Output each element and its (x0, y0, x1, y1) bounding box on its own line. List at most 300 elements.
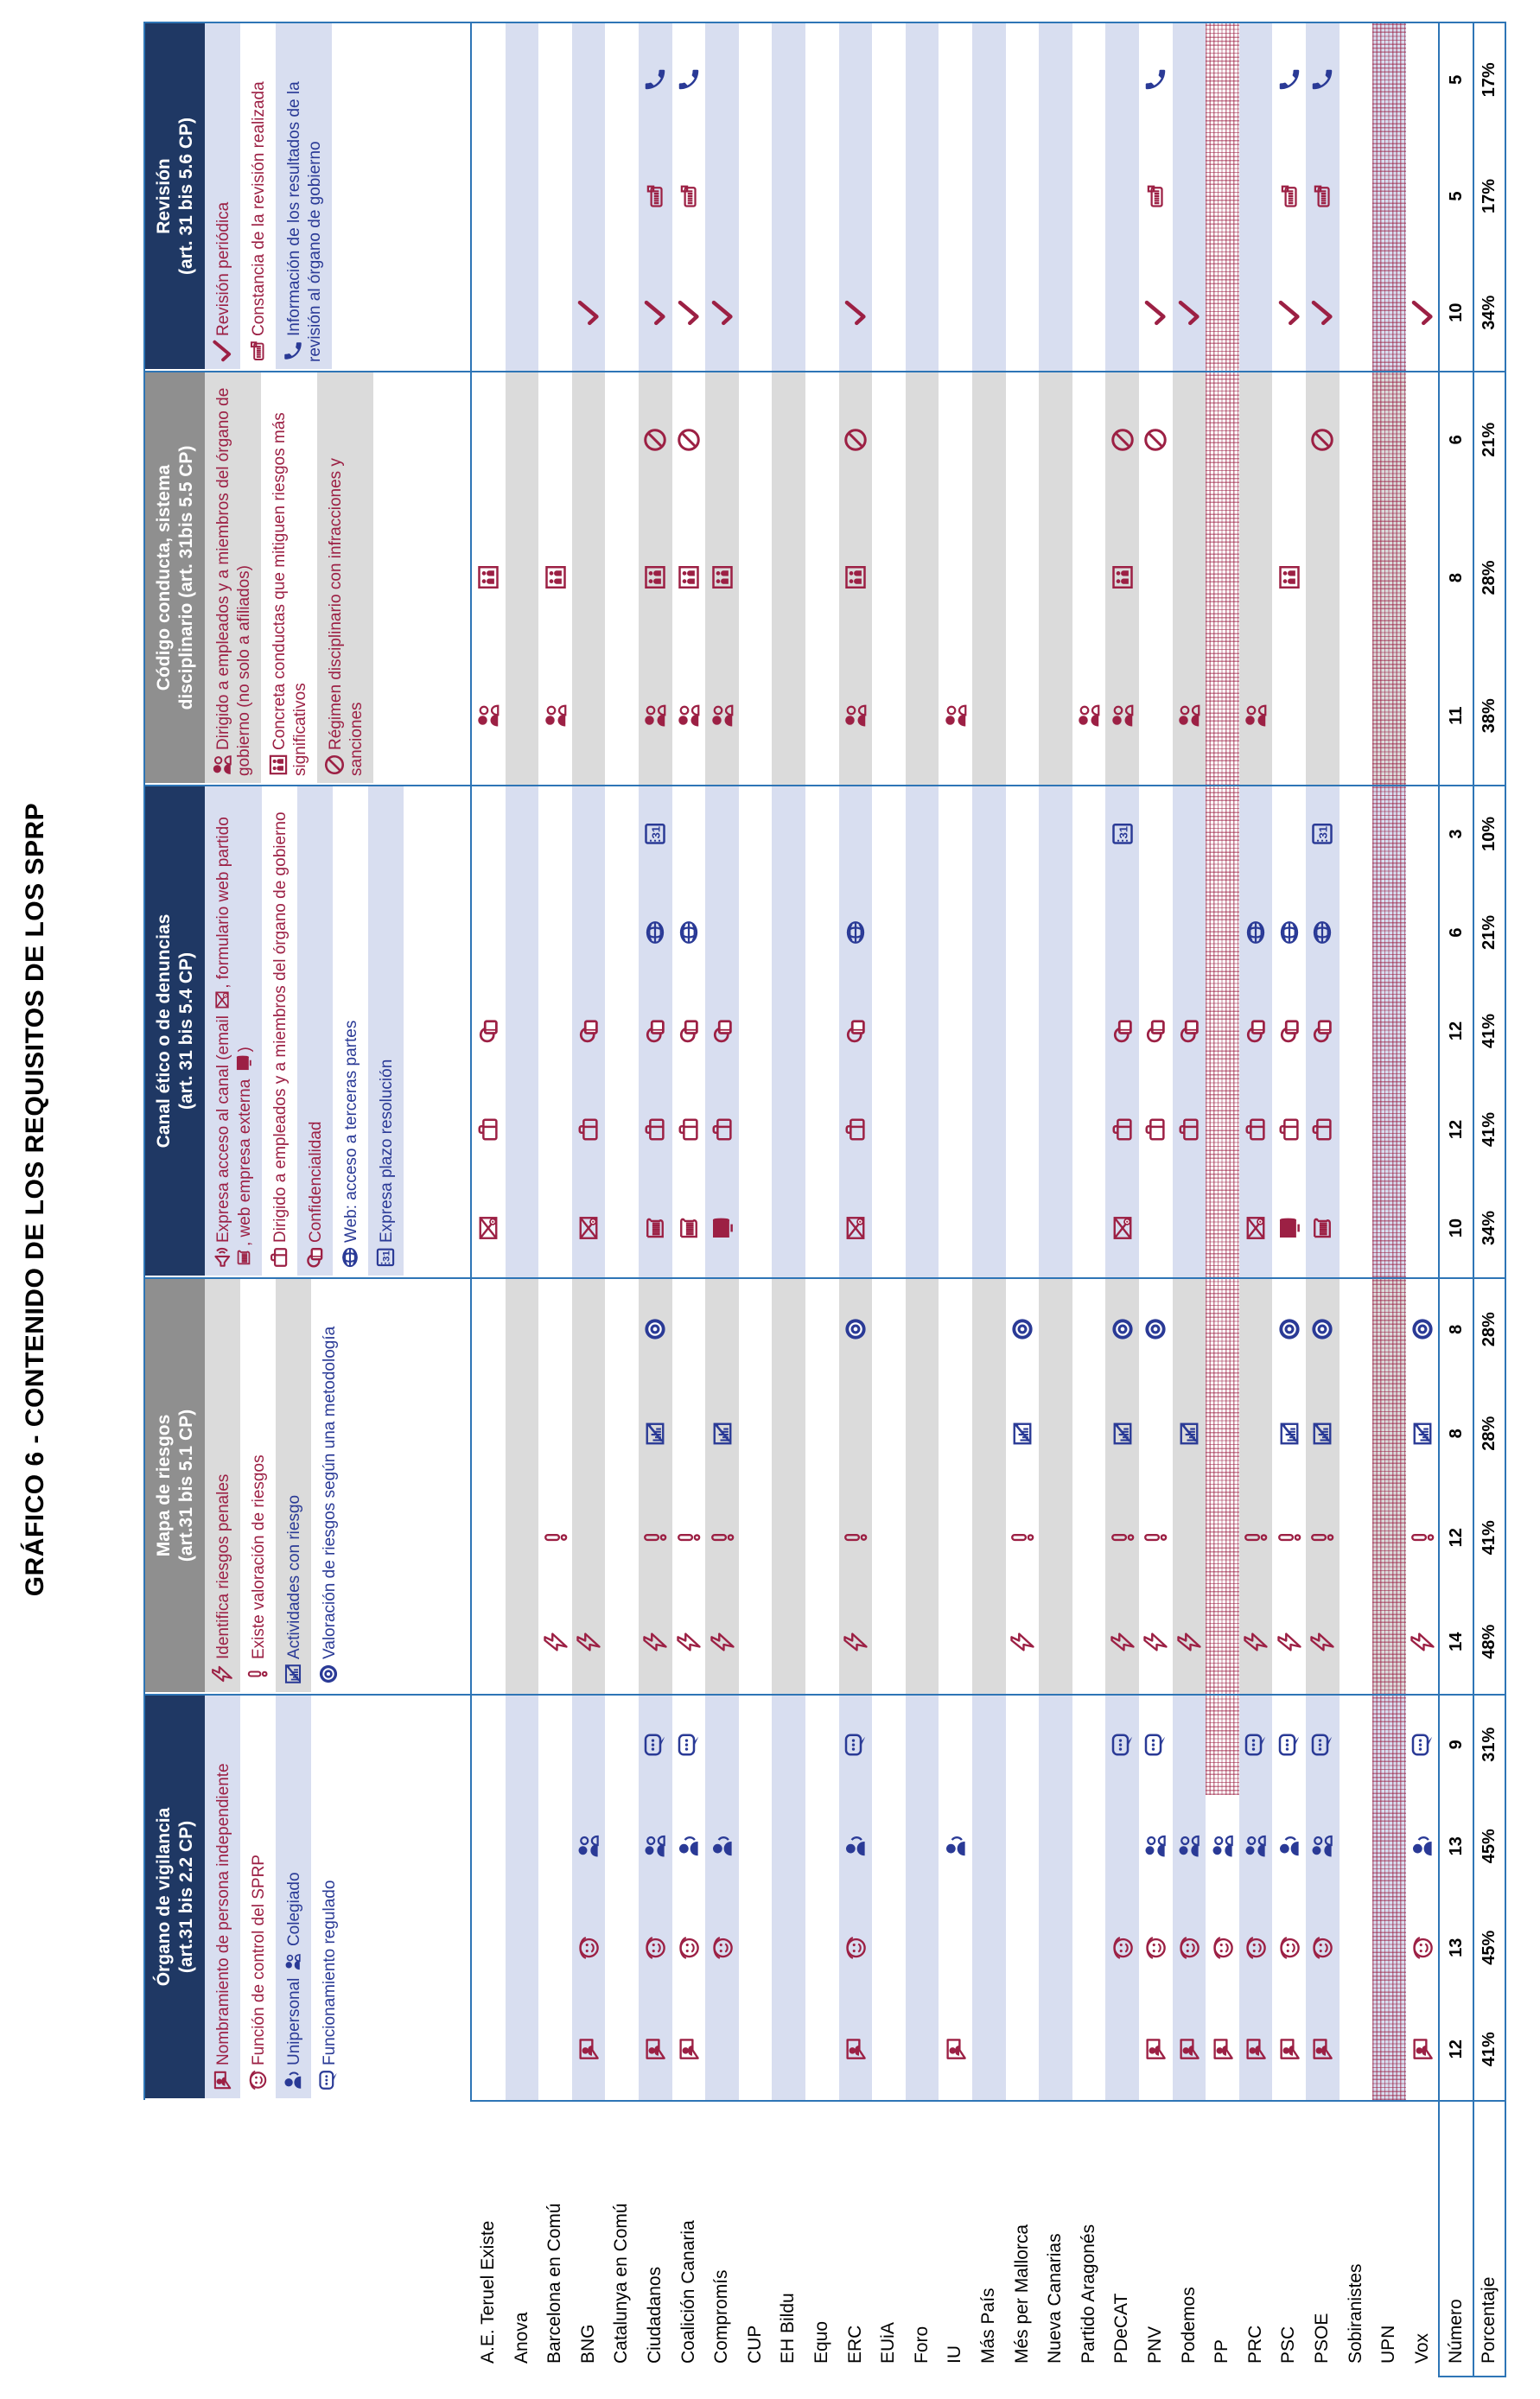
row-band-codigo (605, 371, 639, 785)
check-icon (676, 300, 702, 326)
chart-icon (1176, 1421, 1202, 1447)
target-icon (1142, 1316, 1168, 1342)
party-name: BNG (577, 2324, 598, 2364)
chart-icon (1276, 1421, 1302, 1447)
row-band-revision (939, 22, 972, 371)
noentry-icon (1110, 427, 1136, 453)
smiley-icon (642, 1935, 668, 1961)
email-icon (1110, 1215, 1136, 1241)
party-name: IU (945, 2345, 965, 2364)
phone-icon (642, 67, 668, 92)
person_flag-icon (642, 2036, 668, 2062)
porcentaje-value: 48% (1480, 1624, 1499, 1659)
party-name: Equo (811, 2320, 831, 2364)
legend-mapa (205, 1279, 347, 1692)
numero-value: 6 (1446, 927, 1466, 938)
legend-entry-organo-3 (311, 1696, 347, 2098)
megaphone-icon (211, 1246, 233, 1269)
cal31-icon (1309, 821, 1335, 847)
couple-icon (1176, 703, 1202, 729)
row-band-organo (1340, 1694, 1373, 2100)
bolt-icon (1410, 1629, 1435, 1655)
legend-text: Actividades con riesgo (285, 1494, 303, 1659)
chart-icon (1410, 1421, 1435, 1447)
legend-entry-canal-3 (333, 786, 368, 1276)
row-band-organo (772, 1694, 805, 2100)
group-header-mapa (145, 1279, 205, 1692)
namecol-separator (470, 2100, 1506, 2102)
couple-icon (543, 703, 569, 729)
legend-text: Identifica riesgos penales (214, 1473, 232, 1659)
row-band-canal (872, 785, 906, 1277)
person1-icon (282, 2069, 304, 2091)
couple-icon (1110, 703, 1136, 729)
legend-text: Dirigido a empleados y a miembros del órgano de gobierno (271, 811, 290, 1243)
people2-icon (1243, 1833, 1269, 1859)
person_flag-icon (1309, 2036, 1335, 2062)
speech-icon (317, 2069, 340, 2091)
numero-value: 8 (1446, 1324, 1466, 1334)
party-name: PDeCAT (1111, 2293, 1132, 2364)
group-header-line2: (art.31 bis 5.1 CP) (175, 1409, 196, 1562)
row-band-organo (1039, 1694, 1072, 2100)
figure-title: GRÁFICO 6 - CONTENIDO DE LOS REQUISITOS DE LOS SPRP (21, 802, 49, 1597)
person_flag-icon (576, 2036, 601, 2062)
row-band-canal (906, 785, 939, 1277)
legend-entry-mapa-0 (205, 1279, 240, 1692)
party-name: Anova (511, 2312, 531, 2364)
row-band-organo (705, 1694, 739, 2100)
sign2-icon (475, 565, 501, 591)
row-band-revision (739, 22, 773, 371)
row-band-revision (906, 22, 939, 371)
smiley-icon (1110, 1935, 1136, 1961)
party-name: UPN (1378, 2325, 1399, 2364)
excl-icon (1243, 1524, 1269, 1550)
briefcase-icon (1110, 1117, 1136, 1142)
row-band-canal (939, 785, 972, 1277)
party-name: ERC (844, 2325, 865, 2364)
form-icon (642, 1215, 668, 1241)
porcentaje-value: 21% (1480, 422, 1499, 457)
row-band-codigo (972, 371, 1006, 785)
row-band-codigo (1006, 371, 1040, 785)
sign2-icon (1276, 565, 1302, 591)
group-header-line2: disciplinario (art. 31bis 5.5 CP) (175, 445, 196, 710)
check-icon (710, 300, 735, 326)
chart-icon (282, 1663, 304, 1685)
legend-entry-codigo-1 (261, 372, 317, 783)
speech-icon (1243, 1732, 1269, 1758)
lock-icon (843, 1018, 869, 1044)
briefcase-icon (576, 1117, 601, 1142)
table-top-border (143, 22, 145, 2100)
party-name: PRC (1244, 2325, 1265, 2364)
row-band-revision (1039, 22, 1072, 371)
row-band-codigo (1406, 371, 1440, 785)
group-header-codigo (145, 372, 205, 783)
totals-mid-border (1473, 22, 1474, 2377)
legend-text: Web: acceso a terceras partes (342, 1020, 360, 1243)
data-top-border (470, 22, 472, 2100)
couple-icon (843, 703, 869, 729)
fax-icon (642, 183, 668, 209)
row-band-revision (772, 22, 805, 371)
row-band-organo (872, 1694, 906, 2100)
smiley-icon (1309, 1935, 1335, 1961)
briefcase-icon (676, 1117, 702, 1142)
globe-icon (642, 920, 668, 945)
excl-icon (642, 1524, 668, 1550)
porcentaje-value: 41% (1480, 1013, 1499, 1049)
couple-icon (943, 703, 969, 729)
group-header-line1: Revisión (153, 158, 174, 234)
check-icon (843, 300, 869, 326)
email-icon (1243, 1215, 1269, 1241)
sign2-icon (710, 565, 735, 591)
porcentaje-value: 28% (1480, 1312, 1499, 1347)
couple-icon (475, 703, 501, 729)
numero-value: 13 (1446, 1938, 1466, 1957)
briefcase-icon (710, 1117, 735, 1142)
row-band-organo (472, 1694, 506, 2100)
person1-icon (943, 1833, 969, 1859)
party-name: EUiA (878, 2322, 899, 2364)
fax-icon (1142, 183, 1168, 209)
sign2-icon (1110, 565, 1136, 591)
row-band-canal (605, 785, 639, 1277)
people2-icon (1309, 1833, 1335, 1859)
group-header-line1: Código conducta, sistema (153, 464, 174, 691)
people2-icon (1176, 1833, 1202, 1859)
row-band-canal (805, 785, 839, 1277)
speech-icon (1276, 1732, 1302, 1758)
legend-text: Función de control del SPRP (250, 1855, 268, 2065)
row-band-canal (1340, 785, 1373, 1277)
check-icon (1142, 300, 1168, 326)
numero-value: 10 (1446, 1218, 1466, 1238)
target-icon (317, 1663, 340, 1685)
lock-icon (642, 1018, 668, 1044)
briefcase-icon (1276, 1117, 1302, 1142)
person_flag-icon (1243, 2036, 1269, 2062)
legend-text: Existe valoración de riesgos (250, 1454, 268, 1659)
porcentaje-value: 28% (1480, 1416, 1499, 1451)
hatch-no-data (1372, 22, 1406, 2100)
speech-icon (1142, 1732, 1168, 1758)
chart-icon (1309, 1421, 1335, 1447)
people2-icon (1142, 1833, 1168, 1859)
excl-icon (1410, 1524, 1435, 1550)
email-icon (213, 990, 232, 1009)
legend-entry-mapa-3 (311, 1279, 347, 1692)
group-separator-revision (143, 22, 1506, 23)
group-header-line1: Órgano de vigilancia (153, 1807, 174, 1987)
party-name: A.E. Teruel Existe (478, 2220, 498, 2364)
bolt-icon (1142, 1629, 1168, 1655)
noentry-icon (676, 427, 702, 453)
person1-icon (710, 1833, 735, 1859)
briefcase-icon (1309, 1117, 1335, 1142)
noentry-icon (1142, 427, 1168, 453)
bolt-icon (1243, 1629, 1269, 1655)
speech-icon (1410, 1732, 1435, 1758)
row-band-codigo (872, 371, 906, 785)
person_flag-icon (676, 2036, 702, 2062)
check-icon (576, 300, 601, 326)
group-header-line1: Canal ético o de denuncias (153, 913, 174, 1149)
speech-icon (1309, 1732, 1335, 1758)
numero-value: 10 (1446, 302, 1466, 322)
numero-value: 5 (1446, 74, 1466, 85)
target-icon (1410, 1316, 1435, 1342)
smiley-icon (676, 1935, 702, 1961)
bolt-icon (1176, 1629, 1202, 1655)
couple-icon (642, 703, 668, 729)
hatch-no-data-partial (1206, 22, 1239, 1796)
couple-icon (710, 703, 735, 729)
lock-icon (1309, 1018, 1335, 1044)
row-band-revision (805, 22, 839, 371)
row-band-mapa (872, 1277, 906, 1694)
row-band-organo (1006, 1694, 1040, 2100)
briefcase-icon (475, 1117, 501, 1142)
sign2-icon (676, 565, 702, 591)
row-band-canal (772, 785, 805, 1277)
group-header-revision (145, 23, 205, 369)
chart-icon (1110, 1421, 1136, 1447)
smiley-icon (246, 2069, 269, 2091)
row-band-revision (506, 22, 539, 371)
legend-entry-organo-0 (205, 1696, 240, 2098)
party-name: Vox (1411, 2332, 1432, 2364)
row-band-revision (1006, 22, 1040, 371)
speech-icon (1110, 1732, 1136, 1758)
legend-entry-codigo-2 (317, 372, 373, 783)
phone-icon (676, 67, 702, 92)
excl-icon (1142, 1524, 1168, 1550)
row-band-organo (906, 1694, 939, 2100)
fax-icon (246, 340, 269, 362)
smiley-icon (1210, 1935, 1236, 1961)
smiley-icon (1176, 1935, 1202, 1961)
row-band-mapa (605, 1277, 639, 1694)
excl-icon (843, 1524, 869, 1550)
excl-icon (1110, 1524, 1136, 1550)
party-name: PSOE (1312, 2313, 1332, 2364)
party-name: PP (1212, 2339, 1232, 2364)
group-header-canal (145, 786, 205, 1276)
legend-text: Concreta conductas que mitiguen riesgos más significativos (270, 412, 309, 776)
row-band-organo (538, 1694, 572, 2100)
speech-icon (676, 1732, 702, 1758)
briefcase-icon (1142, 1117, 1168, 1142)
row-band-revision (472, 22, 506, 371)
row-band-canal (538, 785, 572, 1277)
person_flag-icon (1176, 2036, 1202, 2062)
legend-canal (205, 786, 404, 1276)
legend-text: , web empresa externa (236, 1074, 254, 1246)
excl-icon (710, 1524, 735, 1550)
porcentaje-value: 17% (1480, 62, 1499, 98)
row-band-codigo (805, 371, 839, 785)
fax-icon (676, 183, 702, 209)
porcentaje-value: 17% (1480, 179, 1499, 214)
check-icon (1410, 300, 1435, 326)
sign2-icon (267, 754, 290, 776)
briefcase-icon (843, 1117, 869, 1142)
person_flag-icon (1276, 2036, 1302, 2062)
people2-icon (283, 1952, 302, 1971)
row-band-mapa (739, 1277, 773, 1694)
row-band-organo (805, 1694, 839, 2100)
numero-value: 8 (1446, 572, 1466, 583)
excl-icon (246, 1663, 269, 1685)
party-name: Más País (978, 2288, 998, 2364)
person1-icon (843, 1833, 869, 1859)
briefcase-icon (1176, 1117, 1202, 1142)
lock-icon (1176, 1018, 1202, 1044)
couple-icon (1243, 703, 1269, 729)
legend-entry-organo-2 (276, 1696, 311, 2098)
bolt-icon (543, 1629, 569, 1655)
numero-value: 8 (1446, 1429, 1466, 1439)
row-band-organo (1072, 1694, 1106, 2100)
legend-text: Colegiado (285, 1872, 303, 1951)
row-band-organo (506, 1694, 539, 2100)
row-band-revision (972, 22, 1006, 371)
legend-codigo (205, 372, 373, 783)
lock-icon (1243, 1018, 1269, 1044)
legend-entry-revision-2 (276, 23, 332, 369)
party-name: Ciudadanos (645, 2266, 665, 2364)
row-band-revision (605, 22, 639, 371)
numero-value: 12 (1446, 2039, 1466, 2059)
briefcase-icon (1243, 1117, 1269, 1142)
target-icon (1009, 1316, 1035, 1342)
party-name: CUP (744, 2325, 765, 2364)
row-band-canal (739, 785, 773, 1277)
group-separator-codigo (143, 371, 1506, 372)
cal31-icon (374, 1246, 397, 1269)
noentry-icon (642, 427, 668, 453)
globe-icon (676, 920, 702, 945)
bolt-icon (576, 1629, 601, 1655)
screen-icon (710, 1215, 735, 1241)
party-name: Podemos (1178, 2287, 1199, 2364)
email-icon (843, 1215, 869, 1241)
chart-icon (642, 1421, 668, 1447)
legend-text: Nombramiento de persona independiente (214, 1763, 232, 2065)
person_flag-icon (211, 2069, 233, 2091)
row-band-mapa (506, 1277, 539, 1694)
lock-icon (1276, 1018, 1302, 1044)
numero-row-label: Número (1445, 2299, 1466, 2364)
legend-revision (205, 23, 332, 369)
porcentaje-row-label: Porcentaje (1479, 2276, 1499, 2364)
porcentaje-value: 45% (1480, 1829, 1499, 1864)
numero-value: 12 (1446, 1119, 1466, 1140)
email-icon (475, 1215, 501, 1241)
target-icon (642, 1316, 668, 1342)
bolt-icon (1009, 1629, 1035, 1655)
people2-icon (576, 1833, 601, 1859)
legend-entry-canal-1 (262, 786, 297, 1276)
legend-text: Confidencialidad (307, 1121, 325, 1243)
group-header-line2: (art. 31 bis 5.6 CP) (175, 117, 196, 276)
lock-icon (303, 1246, 326, 1269)
legend-text: Unipersonal (285, 1973, 303, 2065)
legend-text: , formulario web partido (214, 817, 232, 989)
smiley-icon (1142, 1935, 1168, 1961)
totals-top-border (1438, 22, 1440, 2377)
legend-entry-revision-1 (240, 23, 276, 369)
target-icon (1276, 1316, 1302, 1342)
numero-value: 6 (1446, 435, 1466, 445)
smiley-icon (1243, 1935, 1269, 1961)
row-band-canal (506, 785, 539, 1277)
people2-icon (1210, 1833, 1236, 1859)
svg-text:31: 31 (381, 1250, 392, 1262)
legend-entry-canal-4 (368, 786, 404, 1276)
numero-value: 5 (1446, 191, 1466, 201)
noentry-icon (323, 754, 346, 776)
person_flag-icon (1210, 2036, 1236, 2062)
row-band-codigo (1340, 371, 1373, 785)
target-icon (843, 1316, 869, 1342)
group-header-line1: Mapa de riesgos (153, 1414, 174, 1557)
screen-icon (234, 1053, 253, 1072)
row-band-canal (1072, 785, 1106, 1277)
porcentaje-value: 21% (1480, 914, 1499, 951)
row-band-codigo (906, 371, 939, 785)
porcentaje-value: 28% (1480, 560, 1499, 595)
numero-value: 12 (1446, 1528, 1466, 1548)
cal31-icon (642, 821, 668, 847)
porcentaje-value: 38% (1480, 698, 1499, 734)
bolt-icon (1110, 1629, 1136, 1655)
form-icon (234, 1248, 253, 1267)
check-icon (1309, 300, 1335, 326)
row-band-revision (1072, 22, 1106, 371)
row-band-revision (1239, 22, 1273, 371)
person1-icon (676, 1833, 702, 1859)
speech-icon (642, 1732, 668, 1758)
screen-icon (1276, 1215, 1302, 1241)
group-separator-organo (143, 1694, 1506, 1696)
globe-icon (1309, 920, 1335, 945)
row-band-mapa (772, 1277, 805, 1694)
row-band-codigo (1039, 371, 1072, 785)
numero-value: 14 (1446, 1632, 1466, 1651)
party-name: PSC (1278, 2326, 1299, 2364)
row-band-codigo (739, 371, 773, 785)
row-band-canal (1406, 785, 1440, 1277)
target-icon (1309, 1316, 1335, 1342)
table-bottom-border (1505, 22, 1506, 2377)
smiley-icon (1410, 1935, 1435, 1961)
porcentaje-value: 34% (1480, 295, 1499, 330)
legend-entry-revision-0 (205, 23, 240, 369)
legend-entry-organo-1 (240, 1696, 276, 2098)
legend-text: Revisión periódica (214, 201, 232, 336)
party-name: Més per Mallorca (1011, 2224, 1032, 2364)
lock-icon (1142, 1018, 1168, 1044)
noentry-icon (843, 427, 869, 453)
globe-icon (1243, 920, 1269, 945)
chart-icon (710, 1421, 735, 1447)
person1-icon (1276, 1833, 1302, 1859)
